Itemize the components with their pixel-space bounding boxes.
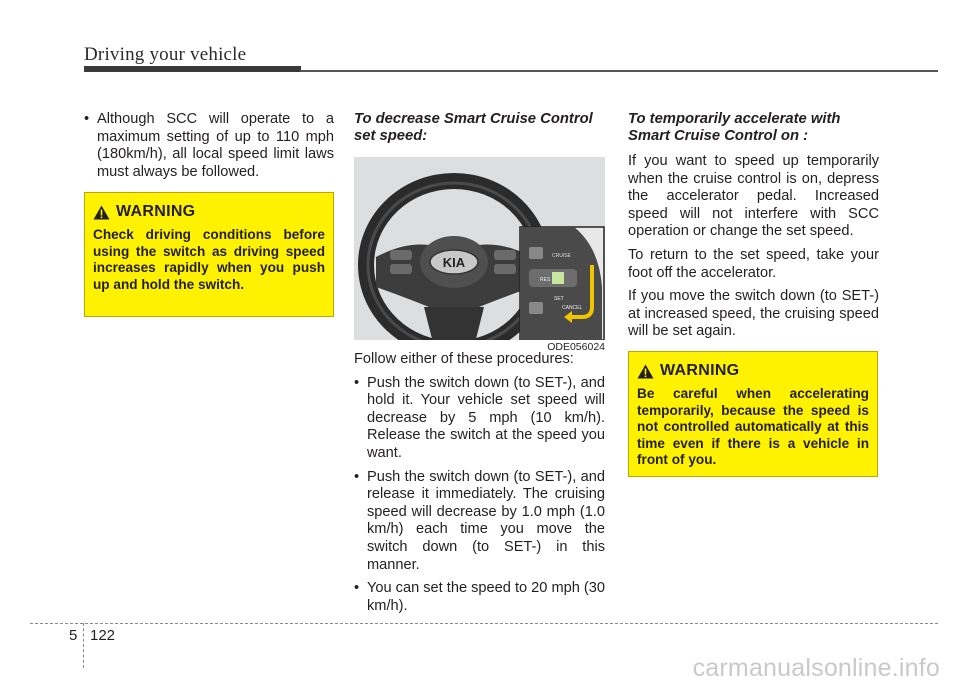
warning-header <box>637 362 869 380</box>
warning-triangle-icon <box>93 205 110 220</box>
warning-box-switch <box>84 192 334 317</box>
page-number: 122 <box>90 627 116 644</box>
bullet-release-switch: • Push the switch down (to SET-), and release it immediately. The cruising speed will decrease by 1.0 mph (1.0 km/h) each time you move the switch down (to SET-) in this manner. <box>354 469 605 575</box>
section-title: Driving your vehicle <box>84 44 247 65</box>
heading-decrease-speed: To decrease Smart Cruise Control set speed: <box>354 111 593 144</box>
footer-divider <box>83 623 84 668</box>
procedures-intro: Follow either of these procedures: <box>354 351 574 367</box>
paragraph-return-speed: To return to the set speed, take your foot off the accelerator. <box>628 246 879 281</box>
figure-caption: ODE056024 <box>547 341 605 353</box>
cruise-label: CRUISE <box>552 253 571 259</box>
kia-logo: KIA <box>442 255 466 270</box>
paragraph-set-again: If you move the switch down (to SET-) at increased speed, the cruising speed will be set again. <box>628 288 879 340</box>
steering-wheel-illustration <box>354 157 605 340</box>
column-left <box>84 111 334 187</box>
warning-header <box>93 203 325 221</box>
header-rule-thin <box>300 70 938 72</box>
res-label: RES <box>540 277 551 283</box>
warning-title: WARNING <box>116 203 196 220</box>
footer-rule <box>30 623 938 624</box>
watermark: carmanualsonline.info <box>692 654 940 682</box>
set-label: SET <box>554 296 564 302</box>
warning-triangle-icon <box>637 364 654 379</box>
warning-box-accelerating <box>628 351 878 477</box>
bullet-speed-limit: • Although SCC will operate to a maximum setting of up to 110 mph (180km/h), all local speed limit laws must always be followed. <box>84 111 334 181</box>
bullet-hold-switch: • Push the switch down (to SET-), and hold it. Your vehicle set speed will decrease by 5 mph (10 km/h). Release the switch at the speed you want. <box>354 375 605 463</box>
heading-accelerate: To temporarily accelerate with Smart Cruise Control on : <box>628 111 841 144</box>
steering-wheel-figure <box>354 157 605 340</box>
bullet-min-speed: • You can set the speed to 20 mph (30 km/h). <box>354 580 605 615</box>
warning-text: Check driving conditions before using the switch as driving speed increases rapidly when you push up and hold the switch. <box>93 227 325 292</box>
paragraph-speed-up: If you want to speed up temporarily when the cruise control is on, depress the accelerator pedal. Increased speed will not interfere with SCC operation or change the set speed. <box>628 153 879 240</box>
column-right <box>628 111 879 347</box>
chapter-number: 5 <box>69 627 78 644</box>
cancel-label: CANCEL <box>562 305 583 311</box>
warning-title: WARNING <box>660 362 740 379</box>
warning-text: Be careful when accelerating temporarily, because the speed is not controlled automatically at this time even if there is a vehicle in front of you. <box>637 386 869 468</box>
header-rule-thick <box>84 66 301 72</box>
